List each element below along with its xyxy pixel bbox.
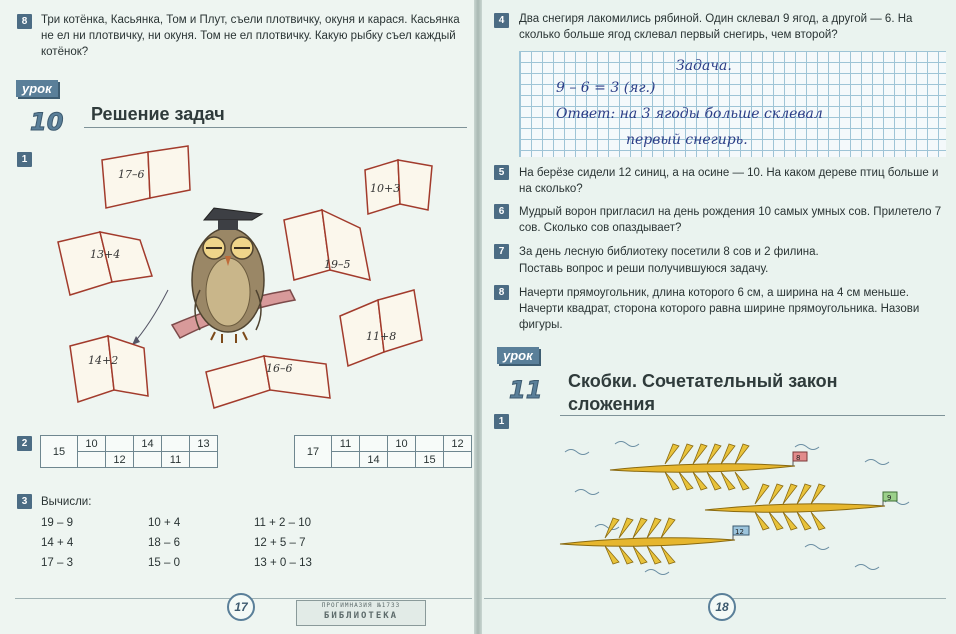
- stamp-line: БИБЛИОТЕКА: [323, 611, 399, 621]
- number-table-2: [294, 435, 472, 468]
- table-cell: 10: [78, 436, 106, 452]
- table-cell: [416, 436, 444, 452]
- table-cell: 15: [416, 452, 444, 468]
- boat: [560, 518, 749, 564]
- table-cell: 15: [41, 436, 78, 468]
- table-cell: 10: [388, 436, 416, 452]
- table-cell: [332, 452, 360, 468]
- lesson-tag: урок: [497, 347, 539, 364]
- task-number: 1: [17, 152, 32, 167]
- table-cell: 13: [190, 436, 218, 452]
- table-cell: [360, 436, 388, 452]
- table-cell: [444, 452, 472, 468]
- arrow: [132, 290, 168, 345]
- table-cell: [78, 452, 106, 468]
- task-number: 8: [494, 285, 509, 300]
- book-label: 13+4: [90, 248, 121, 261]
- book: [70, 336, 148, 402]
- handwritten-title: Задача.: [676, 58, 732, 74]
- table-cell: [134, 452, 162, 468]
- table-cell: [162, 436, 190, 452]
- stamp-line: ПРОГИМНАЗИЯ №1733: [321, 602, 401, 609]
- table-cell: 12: [444, 436, 472, 452]
- table-cell: 11: [332, 436, 360, 452]
- book: [340, 290, 422, 366]
- table-cell: [106, 436, 134, 452]
- lesson-title: сложения: [568, 394, 655, 414]
- table-cell: [190, 452, 218, 468]
- handwritten-answer: первый снегирь.: [626, 132, 748, 148]
- lesson-tag: урок: [16, 80, 58, 97]
- expression: 15 – 0: [148, 557, 180, 569]
- table-cell: 11: [162, 452, 190, 468]
- task-number: 2: [17, 436, 32, 451]
- boat-flag-label: 12: [735, 528, 744, 536]
- task-text: Начерти прямоугольник, длина которого 6 см, а ширина на 4 см меньше. Начерти квадрат, сторона которого равна ширине прямоугольника. Назови фигуры.: [519, 287, 920, 331]
- lesson-number: 10: [30, 108, 64, 136]
- task-number: 7: [494, 244, 509, 259]
- task-number: 3: [17, 494, 32, 509]
- task-text: За день лесную библиотеку посетили 8 сов и 2 филина.: [519, 246, 819, 258]
- boat-flag-label: 8: [796, 454, 801, 462]
- lesson-number: 11: [509, 376, 543, 404]
- task-text: Три котёнка, Касьянка, Том и Плут, съели плотвичку, окуня и карася. Касьянка не ел ни плотвичку, ни окуня. Том не ел плотвичку. Какую рыбку съел каждый котёнок?: [41, 14, 460, 58]
- expression: 18 – 6: [148, 537, 180, 549]
- handwritten-solution: 9 – 6 = 3 (яг.): [556, 80, 656, 96]
- expression: 14 + 4: [41, 537, 74, 549]
- expression: 19 – 9: [41, 517, 73, 529]
- library-stamp: [296, 600, 426, 626]
- lesson-title: Решение задач: [91, 104, 225, 124]
- book-label: 19–5: [324, 258, 351, 271]
- book-label: 17–6: [118, 168, 145, 181]
- book-label: 10+3: [370, 182, 401, 195]
- book-label: 16–6: [266, 362, 293, 375]
- expression: 13 + 0 – 13: [254, 557, 312, 569]
- book-label: 14+2: [88, 354, 119, 367]
- book: [58, 232, 152, 295]
- boat: [610, 444, 807, 490]
- number-table-1: [40, 435, 218, 468]
- task-text: Мудрый ворон пригласил на день рождения 10 самых умных сов. Прилетело 7 сов. Сколько сов опаздывает?: [519, 206, 942, 234]
- page-number: 17: [227, 593, 255, 621]
- book: [365, 160, 432, 214]
- task-text: Поставь вопрос и реши получившуюся задачу.: [519, 263, 769, 275]
- task-number: 6: [494, 204, 509, 219]
- book: [284, 210, 370, 280]
- table-cell: 14: [360, 452, 388, 468]
- task-text: Два снегиря лакомились рябиной. Один склевал 9 ягод, а другой — 6. На сколько больше ягод склевал первый снегирь, чем второй?: [519, 13, 913, 41]
- task-number: 1: [494, 414, 509, 429]
- task-number: 8: [17, 14, 32, 29]
- page-number: 18: [708, 593, 736, 621]
- task-label: Вычисли:: [41, 496, 92, 508]
- expression: 12 + 5 – 7: [254, 537, 306, 549]
- table-cell: 14: [134, 436, 162, 452]
- table-cell: [388, 452, 416, 468]
- boats-illustration: [555, 432, 925, 582]
- expression: 10 + 4: [148, 517, 181, 529]
- book: [206, 356, 330, 408]
- table-cell: 12: [106, 452, 134, 468]
- task-number: 4: [494, 13, 509, 28]
- book-gutter: [474, 0, 482, 634]
- task-number: 5: [494, 165, 509, 180]
- handwritten-answer: Ответ: на 3 ягоды больше склевал: [556, 106, 823, 122]
- boat-flag-label: 9: [887, 494, 892, 502]
- boat: [705, 484, 897, 530]
- table-cell: 17: [295, 436, 332, 468]
- expression: 11 + 2 – 10: [254, 517, 312, 529]
- task-text: На берёзе сидели 12 синиц, а на осине — 10. На каком дереве птиц больше и на сколько?: [519, 167, 939, 195]
- lesson-title: Скобки. Сочетательный закон: [568, 371, 838, 391]
- owl-books-illustration: [40, 140, 470, 420]
- expression: 17 – 3: [41, 557, 73, 569]
- title-rule: [84, 127, 467, 128]
- book-label: 11+8: [366, 330, 397, 343]
- title-rule: [560, 415, 945, 416]
- book: [102, 146, 190, 208]
